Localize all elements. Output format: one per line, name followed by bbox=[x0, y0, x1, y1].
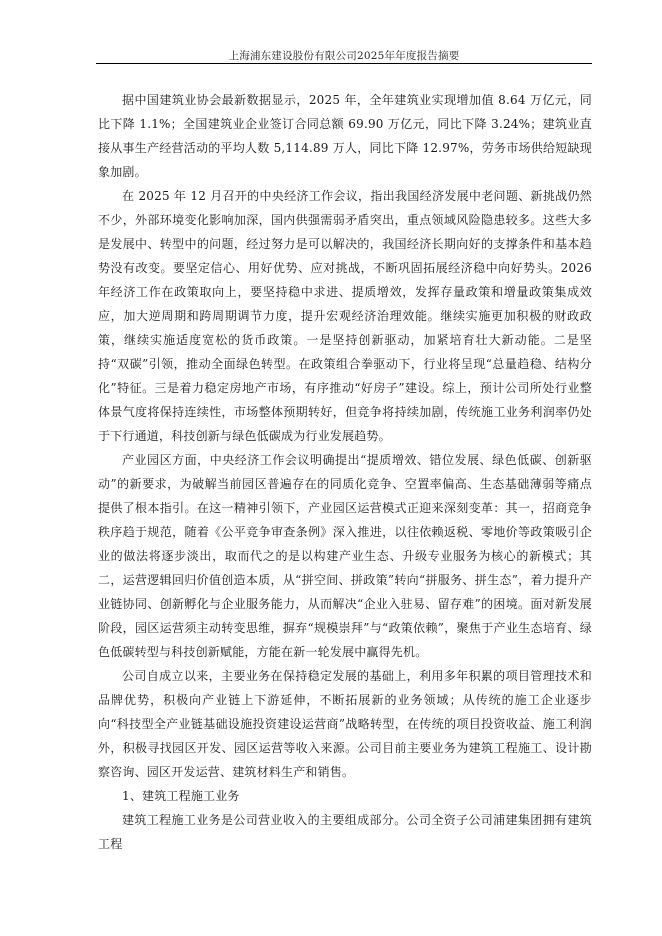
paragraph-construction-business: 建筑工程施工业务是公司营业收入的主要组成部分。公司全资子公司浦建集团拥有建筑工程 bbox=[98, 813, 592, 851]
section-heading-construction: 1、建筑工程施工业务 bbox=[122, 789, 240, 803]
header-divider bbox=[96, 63, 592, 64]
page-header-title: 上海浦东建设股份有限公司2025年年度报告摘要 bbox=[228, 50, 460, 62]
paragraph-industrial-park: 产业园区方面，中央经济工作会议明确提出“提质增效、错位发展、绿色低碳、创新驱动”的新要求，为破解当前园区普遍存在的同质化竞争、空置率偏高、生态基础薄弱等痛点提供了根本指引。在这一精神引领下，产业园区运营模式正迎来深刻变革：其一，招商竞争秩序趋于规范，随着《公平竞争审查条例》深入推进，以往依赖返税、零地价等政策吸引企业的做法将逐步淡出，取而代之的是以构建产业生态、升级专业服务为核心的新模式；其二，运营逻辑回归价值创造本质，从“拼空间、拼政策”转向“拼服务、拼生态”，着力提升产业链协同、创新孵化与企业服务能力，从而解决“企业入驻易、留存难”的困境。面对新发展阶段，园区运营须主动转变思维，摒弃“规模崇拜”与“政策依赖”，聚焦于产业生态培育、绿色低碳转型与科技创新赋能，方能在新一轮发展中赢得先机。 bbox=[98, 453, 592, 659]
paragraph-industry-data: 据中国建筑业协会最新数据显示，2025 年，全年建筑业实现增加值 8.64 万亿元，同比下降 1.1%；全国建筑业企业签订合同总额 69.90 万亿元，同比下降 3.24%；建筑业直接从事生产经营活动的平均人数 5,114.89 万人，同比下降 12.97%，劳务市场供给短缺现象加剧。 bbox=[98, 93, 592, 179]
paragraph-company-business: 公司自成立以来，主要业务在保持稳定发展的基础上，利用多年积累的项目管理技术和品牌优势，积极向产业链上下游延伸，不断拓展新的业务领域；从传统的施工企业逐步向“科技型全产业链基础设施投资建设运营商”战略转型，在传统的项目投资收益、施工利润外，积极寻找园区开发、园区运营等收入来源。公司目前主要业务为建筑工程施工、设计勘察咨询、园区开发运营、建筑材料生产和销售。 bbox=[98, 669, 592, 779]
paragraph-economic-conference: 在 2025 年 12 月召开的中央经济工作会议，指出我国经济发展中老问题、新挑战仍然不少，外部环境变化影响加深，国内供强需弱矛盾突出，重点领域风险隐患较多。这些大多是发展中、转型中的问题，经过努力是可以解决的，我国经济长期向好的支撑条件和基本趋势没有改变。要坚定信心、用好优势、应对挑战，不断巩固拓展经济稳中向好势头。2026 年经济工作在政策取向上，要坚持稳中求进、提质增效，发挥存量政策和增量政策集成效应，加大逆周期和跨周期调节力度，提升宏观经济治理效能。继续实施更加积极的财政政策，继续实施适度宽松的货币政策。一是坚持创新驱动，加紧培育壮大新动能。二是坚持“双碳”引领，推动全面绿色转型。在政策组合拳驱动下，行业将呈现“总量趋稳、结构分化”特征。三是着力稳定房地产市场，有序推动“好房子”建设。综上，预计公司所处行业整体景气度将保持连续性，市场整体预期转好，但竞争将持续加剧，传统施工业务利润率仍处于下行通道，科技创新与绿色低碳成为行业发展趋势。 bbox=[98, 189, 592, 443]
document-body bbox=[98, 88, 592, 856]
